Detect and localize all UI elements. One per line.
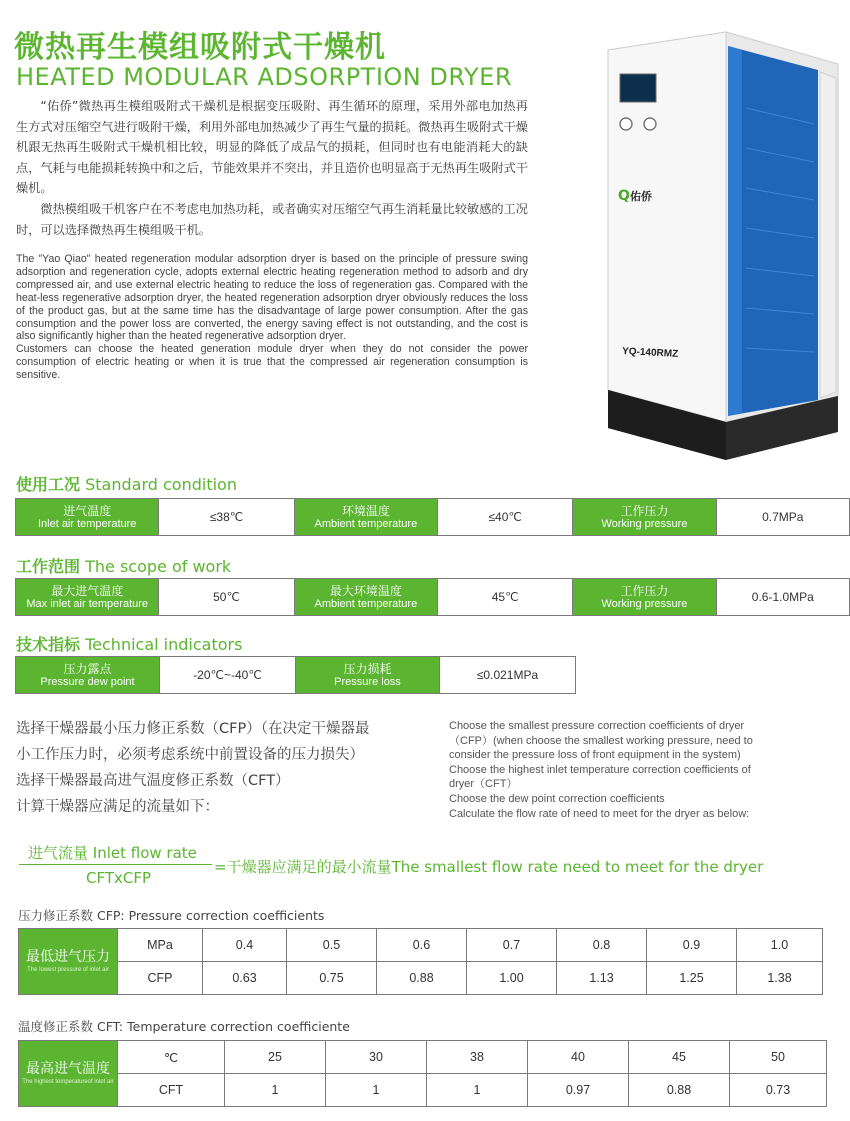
cfp-pressure-cell: 1.0 [737, 929, 823, 962]
selection-en-line: Choose the smallest pressure correction coefficients of dryer [449, 720, 745, 732]
working-pressure-range-value: 0.6-1.0MPa [716, 579, 849, 616]
selection-cn-line: 选择干燥器最小压力修正系数（CFP）（在决定干燥器最 [16, 721, 370, 737]
cfp-value-cell: 1.25 [647, 962, 737, 995]
formula-denominator: CFTxCFP [86, 869, 152, 887]
product-brand: 佑侨 [630, 190, 652, 203]
cfp-value-cell: 0.75 [287, 962, 377, 995]
standard-condition-heading [16, 472, 237, 495]
pressure-dew-point-label: 压力露点 Pressure dew point [16, 657, 160, 694]
cft-value-cell: 1 [326, 1074, 427, 1107]
pressure-loss-label: 压力损耗 Pressure loss [296, 657, 440, 694]
selection-cn-line: 计算干燥器应满足的流量如下： [16, 799, 219, 815]
cfp-value-cell: 1.38 [737, 962, 823, 995]
cft-value-cell: 1 [225, 1074, 326, 1107]
pressure-loss-value: ≤0.021MPa [440, 657, 576, 694]
intro-cn-paragraph-2: 微热模组吸干机客户在不考虑电加热功耗，或者确实对压缩空气再生消耗量比较敏感的工况时，可以选择微热再生模组吸干机。 [16, 202, 528, 237]
technical-indicators-heading-cn: 技术指标 [16, 635, 81, 654]
intro-en-paragraph-2: Customers can choose the heated generation module dryer when they do not consider the power consumption of electric heating or when it is true that the compressed air regeneration consumption is sensitive. [16, 343, 528, 382]
max-ambient-temperature-label: 最大环境温度 Ambient temperature [294, 579, 437, 616]
cft-table [18, 1040, 827, 1107]
standard-condition-table [15, 498, 850, 536]
selection-en-line: dryer（CFT） [449, 778, 518, 791]
standard-condition-heading-cn: 使用工况 [16, 475, 81, 494]
inlet-air-temperature-value: ≤38℃ [159, 499, 294, 536]
selection-en-line: Choose the highest inlet temperature correction coefficients of [449, 763, 751, 776]
working-pressure-range-label: 工作压力 Working pressure [573, 579, 716, 616]
selection-cn-line: 选择干燥器最高进气温度修正系数（CFT） [16, 773, 290, 789]
cfp-pressure-cell: 0.7 [467, 929, 557, 962]
cfp-value-cell: 1.00 [467, 962, 557, 995]
cft-value-cell: 0.88 [629, 1074, 730, 1107]
scope-of-work-heading-cn: 工作范围 [16, 557, 81, 576]
cft-temperature-cell: 30 [326, 1041, 427, 1074]
cft-table-caption: 温度修正系数 CFT: Temperature correction coefficiente [18, 1019, 350, 1034]
cft-temperature-cell: 50 [730, 1041, 827, 1074]
cft-temperature-cell: 38 [427, 1041, 528, 1074]
selection-en-line: Calculate the flow rate of need to meet for the dryer as below: [449, 807, 750, 820]
cfp-table-side-label: 最低进气压力 The lowest pressure of inlet air [19, 929, 118, 995]
scope-of-work-heading [16, 554, 231, 577]
technical-indicators-table [15, 656, 576, 694]
cfp-row-label-cfp: CFP [118, 962, 203, 995]
svg-text:Q: Q [618, 188, 630, 204]
cfp-row-label-mpa: MPa [118, 929, 203, 962]
selection-en-line: Choose the dew point correction coefficients [449, 792, 665, 805]
cft-row-label-cft: CFT [118, 1074, 225, 1107]
cft-temperature-cell: 40 [528, 1041, 629, 1074]
intro-cn-paragraph-1: “佑侨”微热再生模组吸附式干燥机是根据变压吸附、再生循环的原理，采用外部电加热再生方式对压缩空气进行吸附干燥，利用外部电加热减少了再生气量的损耗。微热再生吸附式干燥机跟无热再生吸附式干燥机相比较，明显的降低了成品气的损耗，但同时也有电能消耗大的缺点，气耗与电能损耗转换中和之后，节能效果并不突出，并且造价也明显高于无热再生吸附式干燥机。 [16, 99, 528, 195]
cfp-pressure-cell: 0.5 [287, 929, 377, 962]
cfp-pressure-cell: 0.6 [377, 929, 467, 962]
ambient-temperature-value: ≤40℃ [438, 499, 573, 536]
cfp-table [18, 928, 823, 995]
page-title-en: HEATED MODULAR ADSORPTION DRYER [16, 63, 512, 91]
intro-en-text [16, 253, 528, 382]
cft-temperature-cell: 45 [629, 1041, 730, 1074]
technical-indicators-heading [16, 632, 242, 655]
cfp-value-cell: 1.13 [557, 962, 647, 995]
cft-row-label-celsius: ℃ [118, 1041, 225, 1074]
selection-instructions-en [449, 719, 809, 821]
cft-value-cell: 0.73 [730, 1074, 827, 1107]
scope-of-work-heading-en: The scope of work [85, 557, 232, 576]
formula-numerator: 进气流量 Inlet flow rate [28, 844, 197, 862]
max-ambient-temperature-value: 45℃ [438, 579, 573, 616]
selection-cn-line: 小工作压力时，必须考虑系统中前置设备的压力损失） [16, 747, 364, 763]
working-pressure-label: 工作压力 Working pressure [573, 499, 716, 536]
cfp-value-cell: 0.63 [203, 962, 287, 995]
max-inlet-air-temperature-value: 50℃ [159, 579, 294, 616]
max-inlet-air-temperature-label: 最大进气温度 Max inlet air temperature [16, 579, 159, 616]
cft-temperature-cell: 25 [225, 1041, 326, 1074]
standard-condition-heading-en: Standard condition [85, 475, 237, 494]
cfp-value-cell: 0.88 [377, 962, 467, 995]
dryer-product-image [604, 28, 840, 468]
cfp-table-caption: 压力修正系数 CFP: Pressure correction coefficients [18, 908, 325, 923]
cft-value-cell: 1 [427, 1074, 528, 1107]
cfp-pressure-cell: 0.8 [557, 929, 647, 962]
ambient-temperature-label: 环境温度 Ambient temperature [294, 499, 437, 536]
intro-en-paragraph-1: The "Yao Qiao" heated regeneration modular adsorption dryer is based on the principle of pressure swing adsorption and regeneration cycle, adopts external electric heating regeneration method to adsorb and dry compressed air, and use external electric heating to reduce the loss of regeneration gas. Compared with the heat-less regenerative adsorption dryer, the heated regeneration adsorption dryer obviously reduces the loss of the product gas, but at the same time has the disadvantage of large power consumption. After the gas consumption and the power loss are converted, the energy saving effect is not outstanding, and the cost is also significantly higher than the heated regenerative adsorption dryer. [16, 253, 528, 343]
scope-of-work-table [15, 578, 850, 616]
formula-fraction-bar [19, 864, 212, 865]
pressure-dew-point-value: -20℃~-40℃ [160, 657, 296, 694]
selection-en-line: （CFP）(when choose the smallest working pressure, need to [449, 734, 753, 747]
selection-en-line: consider the pressure loss of front equipment in the system) [449, 749, 741, 762]
cft-value-cell: 0.97 [528, 1074, 629, 1107]
product-model: YQ-140RMZ [621, 346, 679, 360]
working-pressure-value: 0.7MPa [716, 499, 849, 536]
cft-table-side-label: 最高进气温度 The highest temperatureof inlet air [19, 1041, 118, 1107]
technical-indicators-heading-en: Technical indicators [85, 635, 243, 654]
selection-instructions-cn [16, 716, 446, 820]
page-title-cn: 微热再生模组吸附式干燥机 [14, 30, 386, 65]
cfp-pressure-cell: 0.9 [647, 929, 737, 962]
formula-result: =干燥器应满足的最小流量The smallest flow rate need to meet for the dryer [214, 858, 764, 876]
inlet-air-temperature-label: 进气温度 Inlet air temperature [16, 499, 159, 536]
cfp-pressure-cell: 0.4 [203, 929, 287, 962]
